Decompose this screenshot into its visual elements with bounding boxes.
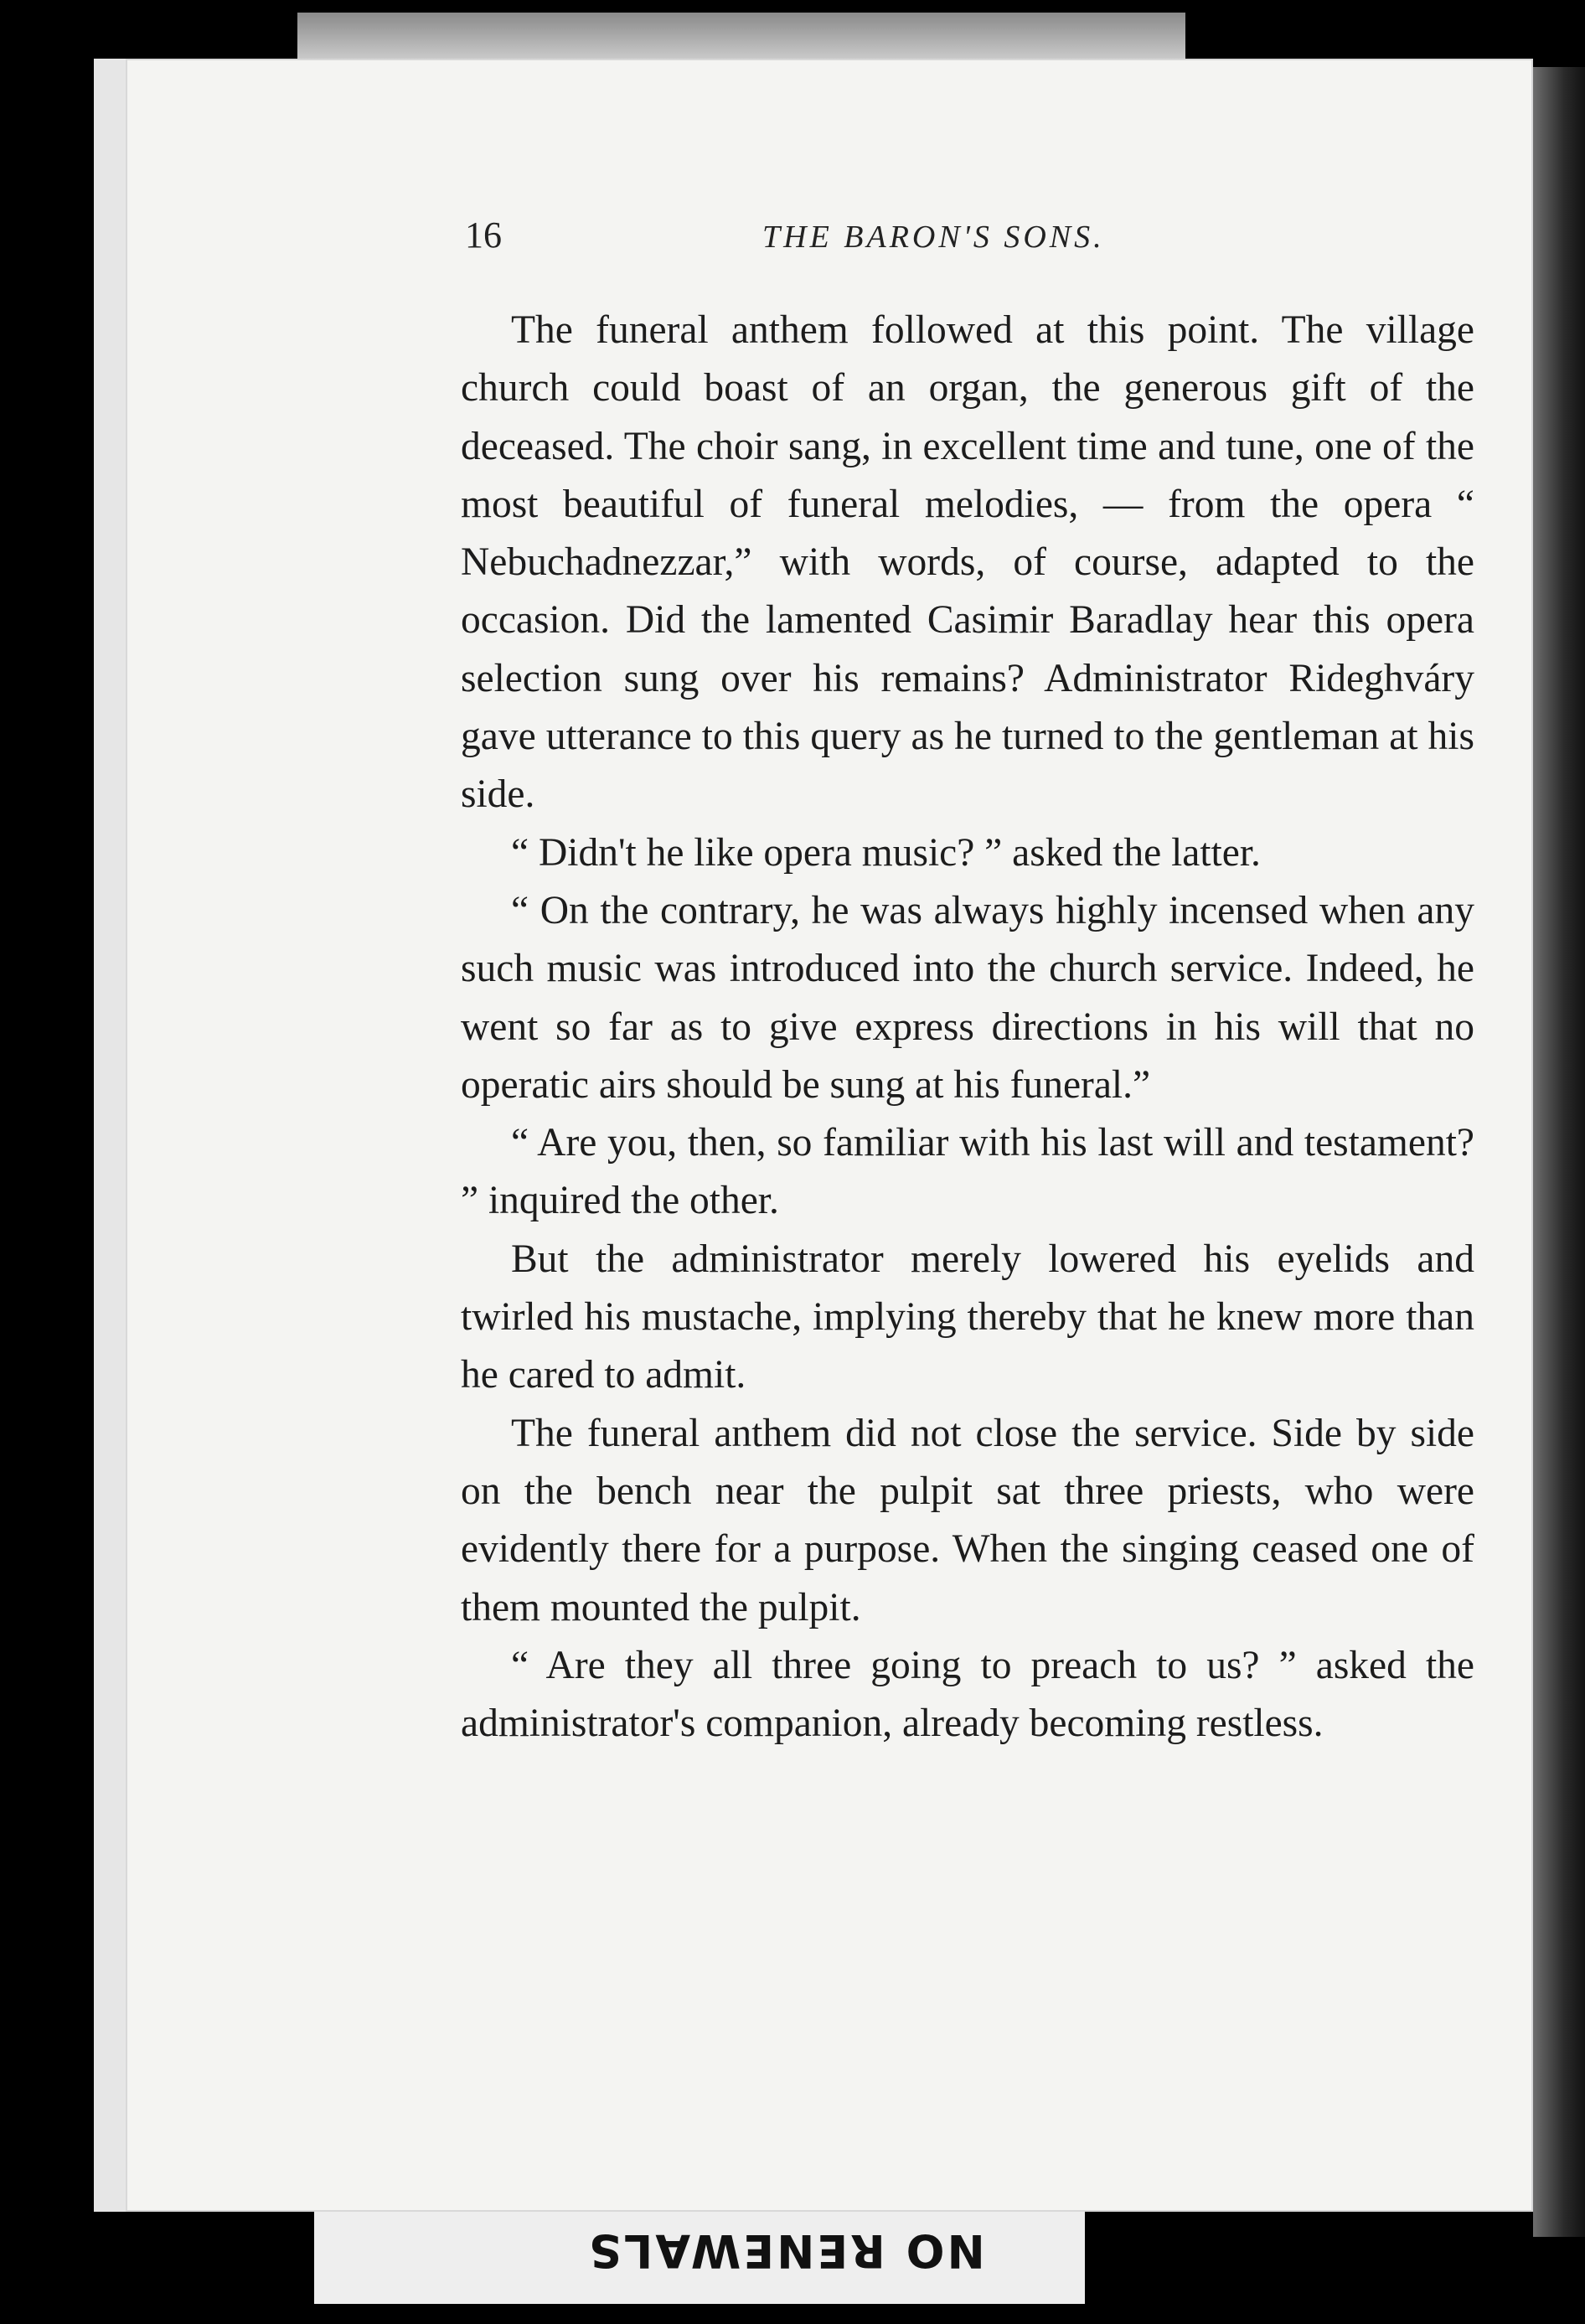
page-stack-edge — [94, 59, 129, 2212]
paragraph: “ Are they all three going to preach to us? ” asked the administrator's companion, already becoming restless. — [461, 1643, 1474, 1746]
paragraph: “ On the contrary, he was always highly incensed when any such music was introduced into the church service. Indeed, he went so far as to give express directions in his will that no operatic airs should be sung at his funeral.” — [461, 888, 1474, 1107]
paragraph: “ Are you, then, so familiar with his last will and testament? ” inquired the other. — [461, 1121, 1474, 1223]
book-spine-edge — [1533, 67, 1585, 2237]
paragraph: The funeral anthem did not close the service. Side by side on the bench near the pulpit sat three priests, who were evidently there for a purpose. When the singing ceased one of them mounted the pulpit. — [461, 1411, 1474, 1629]
paragraph: The funeral anthem followed at this point. The village church could boast of an organ, the generous gift of the deceased. The choir sang, in excellent time and tune, one of the most beautiful of funeral melodies, — from the opera “ Nebuchadnezzar,” with words, of course, adapted to the occasion. Did the lamented Casimir Baradlay hear this opera selection sung over his remains? Administrator Rideghváry gave utterance to this query as he turned to the gentleman at his side. — [461, 308, 1474, 817]
running-title: THE BARON'S SONS. — [762, 219, 1105, 255]
film-top-strip — [297, 13, 1185, 59]
no-renewals-stamp: NO RENEWALS — [586, 2224, 985, 2277]
running-head — [465, 214, 1470, 264]
body-text — [461, 302, 1474, 1753]
page-number: 16 — [465, 214, 502, 256]
paragraph: “ Didn't he like opera music? ” asked the latter. — [511, 830, 1261, 875]
paragraph: But the administrator merely lowered his eyelids and twirled his mustache, implying thereby that he knew more than he cared to admit. — [461, 1237, 1474, 1397]
